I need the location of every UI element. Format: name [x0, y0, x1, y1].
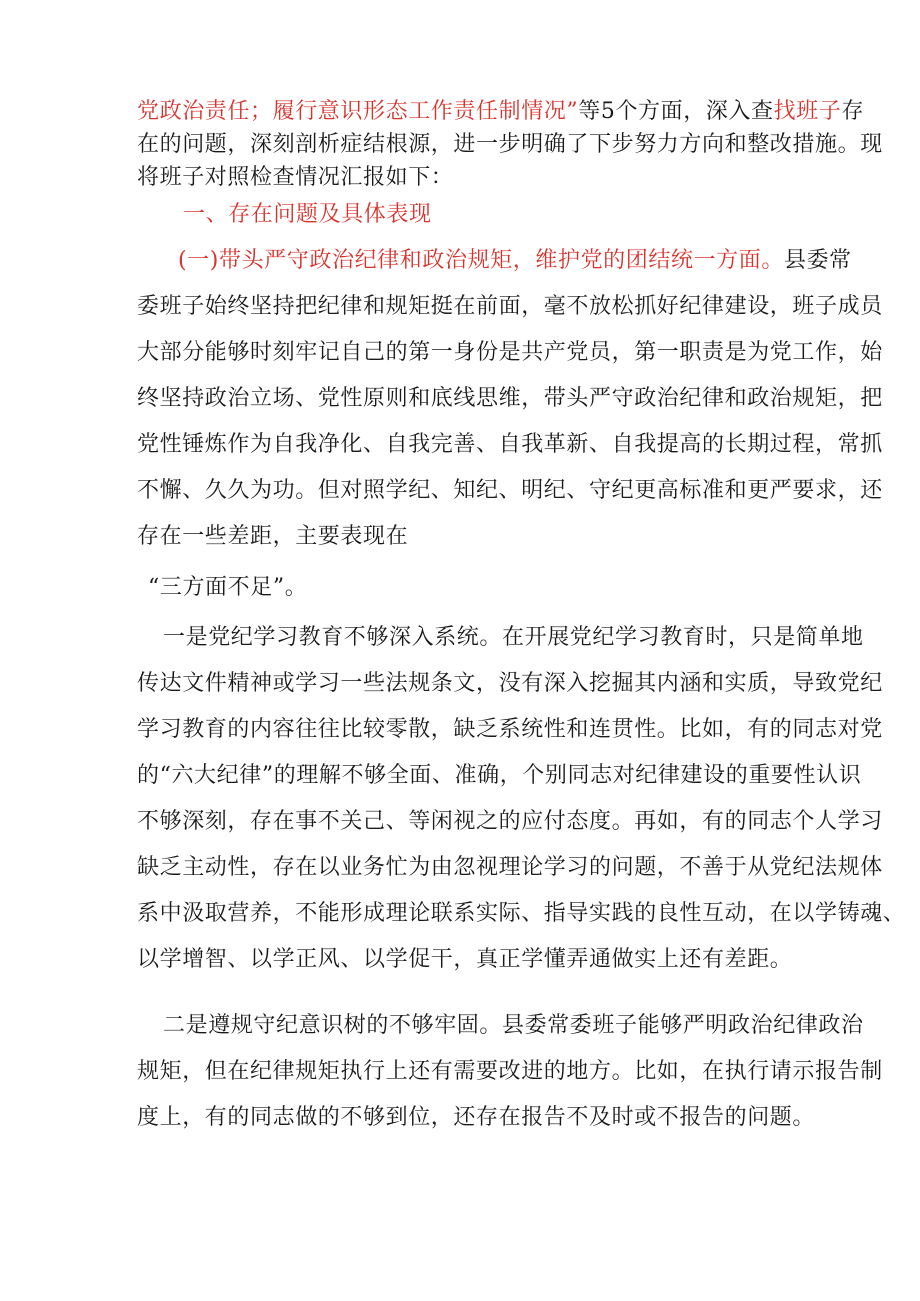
sub-heading-black: 县委常 [783, 248, 852, 273]
para1-line: “三方面不足”。 [148, 575, 308, 600]
intro-line-2: 在的问题，深刻剖析症结根源，进一步明确了下步努力方向和整改措施。现 [137, 132, 883, 157]
para1-line: 党性锤炼作为自我净化、自我完善、自我革新、自我提高的长期过程，常抓 [137, 432, 883, 457]
sub-heading [178, 246, 852, 276]
intro-red-text-2: 找班子 [773, 99, 842, 124]
para3-line: 度上，有的同志做的不够到位，还存在报告不及时或不报告的问题。 [137, 1105, 816, 1130]
para2-line: 不够深刻，存在事不关己、等闲视之的应付态度。再如，有的同志个人学习 [137, 809, 883, 834]
para3-line: 规矩，但在纪律规矩执行上还有需要改进的地方。比如，在执行请示报告制 [137, 1059, 883, 1084]
para1-line: 终坚持政治立场、党性原则和底线思维，带头严守政治纪律和政治规矩，把 [137, 386, 883, 411]
intro-line-3: 将班子对照检查情况汇报如下： [137, 165, 454, 190]
para2-line: 以学增智、以学正风、以学促干，真正学懂弄通做实上还有差距。 [137, 947, 793, 972]
section-heading: 一、存在问题及具体表现 [183, 202, 432, 227]
para2-line: 系中汲取营养，不能形成理论联系实际、指导实践的良性互动，在以学铸魂、 [137, 901, 906, 926]
intro-black-text-2: 存 [841, 99, 865, 124]
para1-line: 委班子始终坚持把纪律和规矩挺在前面，毫不放松抓好纪律建设，班子成员 [137, 294, 883, 319]
sub-heading-red: (一)带头严守政治纪律和政治规矩，维护党的团结统一方面。 [178, 248, 784, 273]
para2-line: 学习教育的内容往往比较零散，缺乏系统性和连贯性。比如，有的同志对党 [137, 717, 883, 742]
para2-line: 缺乏主动性，存在以业务忙为由忽视理论学习的问题，不善于从党纪法规体 [137, 855, 883, 880]
intro-red-text: 党政治责任；履行意识形态工作责任制情况” [137, 99, 579, 124]
para3-line: 二是遵规守纪意识树的不够牢固。县委常委班子能够严明政治纪律政治 [163, 1013, 864, 1038]
para1-line: 存在一些差距，主要表现在 [137, 524, 409, 549]
intro-line-1 [137, 97, 864, 127]
para1-line: 大部分能够时刻牢记自己的第一身份是共产党员，第一职责是为党工作，始 [137, 340, 883, 365]
intro-black-text: 等5个方面，深入查 [578, 99, 774, 124]
para2-line: 的“六大纪律”的理解不够全面、准确，个别同志对纪律建设的重要性认识 [137, 763, 862, 788]
para1-line: 不懈、久久为功。但对照学纪、知纪、明纪、守纪更高标准和更严要求，还 [137, 478, 883, 503]
para2-line: 传达文件精神或学习一些法规条文，没有深入挖掘其内涵和实质，导致党纪 [137, 671, 883, 696]
para2-line: 一是党纪学习教育不够深入系统。在开展党纪学习教育时，只是简单地 [163, 625, 864, 650]
